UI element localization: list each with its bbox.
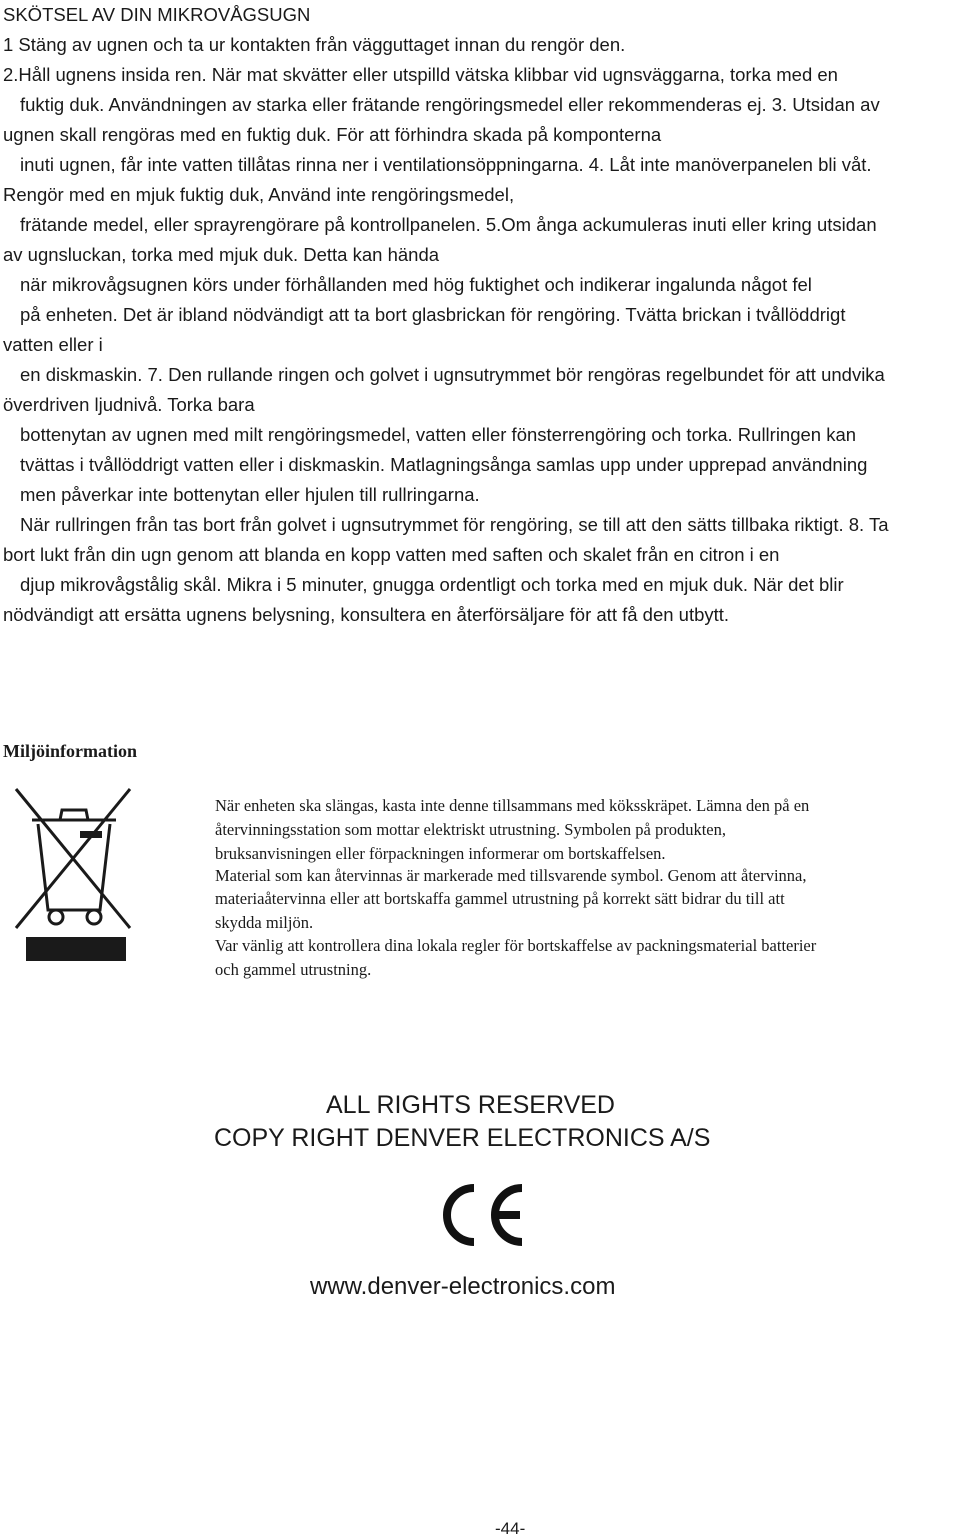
environment-line-4: Material som kan återvinnas är markerade med tillsvarende symbol. Genom att återvinna,: [215, 866, 807, 885]
section-title: SKÖTSEL AV DIN MIKROVÅGSUGN: [3, 4, 311, 25]
care-line-17: När rullringen från tas bort från golvet i ugnsutrymmet för rengöring, se till att den sätts tillbaka riktigt. 8. Ta: [20, 514, 889, 535]
environment-heading: Miljöinformation: [3, 741, 137, 761]
care-line-9: när mikrovågsugnen körs under förhållanden med hög fuktighet och indikerar ingalunda något fel: [20, 274, 812, 295]
environment-line-3: bruksanvisningen eller förpackningen informerar om bortskaffelsen.: [215, 844, 666, 863]
care-line-18: bort lukt från din ugn genom att blanda en kopp vatten med saften och skalet från en citron i en: [3, 544, 780, 565]
care-line-6: Rengör med en mjuk fuktig duk, Använd inte rengöringsmedel,: [3, 184, 515, 205]
care-line-10: på enheten. Det är ibland nödvändigt att ta bort glasbrickan för rengöring. Tvätta brickan i tvållöddrigt: [20, 304, 846, 325]
environment-line-1: När enheten ska slängas, kasta inte denne tillsammans med köksskräpet. Lämna den på en: [215, 796, 810, 815]
care-line-15: tvättas i tvållöddrigt vatten eller i diskmaskin. Matlagningsånga samlas upp under upprepad användning: [20, 454, 868, 475]
care-line-11: vatten eller i: [3, 334, 103, 355]
care-line-5: inuti ugnen, får inte vatten tillåtas rinna ner i ventilationsöppningarna. 4. Låt inte manöverpanelen bli våt.: [20, 154, 872, 175]
page-number: -44-: [495, 1519, 526, 1538]
care-line-14: bottenytan av ugnen med milt rengöringsmedel, vatten eller fönsterrengöring och torka. Rullringen kan: [20, 424, 857, 445]
care-line-19: djup mikrovågstålig skål. Mikra i 5 minuter, gnugga ordentligt och torka med en mjuk duk. När det blir: [20, 574, 844, 595]
rights-line-2: COPY RIGHT DENVER ELECTRONICS A/S: [214, 1124, 711, 1152]
care-line-12: en diskmaskin. 7. Den rullande ringen och golvet i ugnsutrymmet bör rengöras regelbundet för att undvika: [20, 364, 885, 385]
ce-mark-icon: [432, 1180, 532, 1250]
care-line-13: överdriven ljudnivå. Torka bara: [3, 394, 255, 415]
rights-line-1: ALL RIGHTS RESERVED: [326, 1091, 615, 1119]
environment-line-6: skydda miljön.: [215, 913, 314, 932]
environment-line-2: återvinningsstation som mottar elektriskt utrustning. Symbolen på produkten,: [215, 820, 726, 839]
environment-line-5: materiaåtervinna eller att bortskaffa gammel utrustning på korrekt sätt bidrar du till att: [215, 889, 785, 908]
care-line-16: men påverkar inte bottenytan eller hjulen till rullringarna.: [20, 484, 480, 505]
care-line-1: 1 Stäng av ugnen och ta ur kontakten från vägguttaget innan du rengör den.: [3, 34, 626, 55]
care-line-4: ugnen skall rengöras med en fuktig duk. För att förhindra skada på komponterna: [3, 124, 662, 145]
care-line-20: nödvändigt att ersätta ugnens belysning, konsultera en återförsäljare för att få den utbytt.: [3, 604, 730, 625]
environment-line-8: och gammel utrustning.: [215, 960, 372, 979]
environment-line-7: Var vänlig att kontrollera dina lokala regler för bortskaffelse av packningsmaterial batterier: [215, 936, 817, 955]
care-line-2: 2.Håll ugnens insida ren. När mat skvätter eller utspilld vätska klibbar vid ugnsväggarna, torka med en: [3, 64, 838, 85]
crossed-out-wheelie-bin-icon: [12, 786, 136, 964]
care-line-8: av ugnsluckan, torka med mjuk duk. Detta kan hända: [3, 244, 440, 265]
care-line-3: fuktig duk. Användningen av starka eller frätande rengöringsmedel eller rekommenderas ej. 3. Utsidan av: [20, 94, 880, 115]
website-url: www.denver-electronics.com: [310, 1273, 616, 1300]
care-line-7: frätande medel, eller sprayrengörare på kontrollpanelen. 5.Om ånga ackumuleras inuti eller kring utsidan: [20, 214, 877, 235]
